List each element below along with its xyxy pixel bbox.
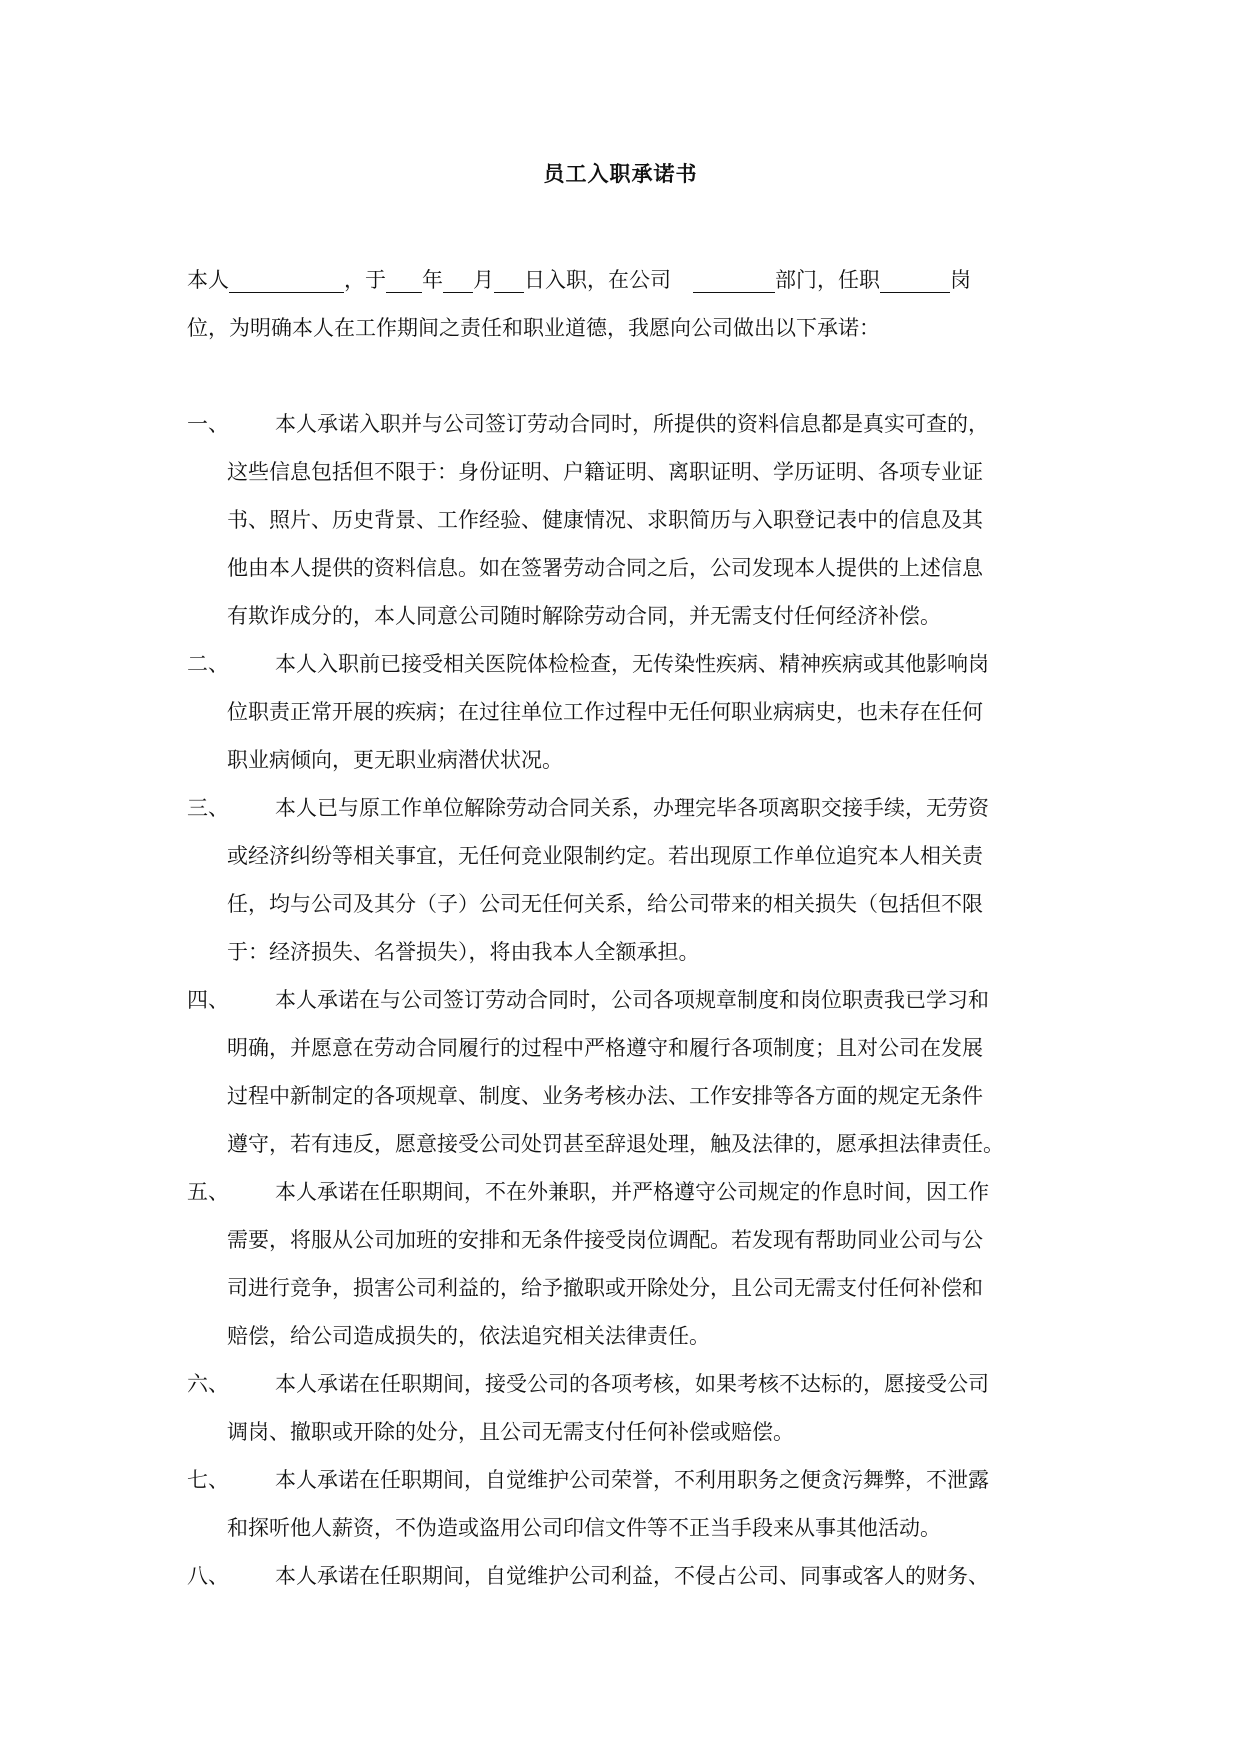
intro-text: 岗	[950, 268, 971, 292]
intro-text: ，于	[344, 268, 386, 292]
item-number: 一、	[187, 412, 229, 436]
intro-text: 年	[422, 268, 443, 292]
item-number: 二、	[187, 652, 229, 676]
item-number: 六、	[187, 1372, 229, 1396]
item-number: 八、	[187, 1564, 229, 1588]
item-text-line: 本人入职前已接受相关医院体检检查，无传染性疾病、精神疾病或其他影响岗	[275, 652, 989, 676]
item-text-line: 任，均与公司及其分（子）公司无任何关系，给公司带来的相关损失（包括但不限	[227, 892, 983, 916]
intro-text: 本人	[187, 268, 229, 292]
month-blank[interactable]	[443, 268, 473, 293]
item-text-line: 这些信息包括但不限于：身份证明、户籍证明、离职证明、学历证明、各项专业证	[227, 460, 983, 484]
day-blank[interactable]	[494, 268, 524, 293]
commitment-list	[187, 400, 1055, 1600]
item-text-line: 本人承诺入职并与公司签订劳动合同时，所提供的资料信息都是真实可查的，	[275, 412, 989, 436]
item-number: 七、	[187, 1468, 229, 1492]
item-text-line: 于：经济损失、名誉损失），将由我本人全额承担。	[227, 940, 700, 964]
intro-text: 日入职，在公司	[524, 268, 671, 292]
item-text-line: 位职责正常开展的疾病；在过往单位工作过程中无任何职业病病史，也未存在任何	[227, 700, 983, 724]
intro-line-1	[187, 256, 1057, 304]
intro-line-2: 位，为明确本人在工作期间之责任和职业道德，我愿向公司做出以下承诺：	[187, 316, 880, 340]
item-text-line: 本人承诺在任职期间，自觉维护公司荣誉，不利用职务之便贪污舞弊，不泄露	[275, 1468, 989, 1492]
department-blank[interactable]	[693, 268, 775, 293]
intro-paragraph	[187, 256, 1057, 352]
item-text-line: 调岗、撤职或开除的处分，且公司无需支付任何补偿或赔偿。	[227, 1420, 794, 1444]
item-text-line: 过程中新制定的各项规章、制度、业务考核办法、工作安排等各方面的规定无条件	[227, 1084, 983, 1108]
commitment-item	[187, 1360, 1055, 1456]
commitment-item	[187, 784, 1055, 976]
item-text-line: 他由本人提供的资料信息。如在签署劳动合同之后，公司发现本人提供的上述信息	[227, 556, 983, 580]
commitment-item	[187, 1456, 1055, 1552]
item-text-line: 本人承诺在与公司签订劳动合同时，公司各项规章制度和岗位职责我已学习和	[275, 988, 989, 1012]
item-number: 五、	[187, 1180, 229, 1204]
year-blank[interactable]	[386, 268, 422, 293]
item-number: 三、	[187, 796, 229, 820]
item-text-line: 本人承诺在任职期间，不在外兼职，并严格遵守公司规定的作息时间，因工作	[275, 1180, 989, 1204]
item-text-line: 本人已与原工作单位解除劳动合同关系，办理完毕各项离职交接手续，无劳资	[275, 796, 989, 820]
name-blank[interactable]	[229, 268, 344, 293]
item-text-line: 遵守，若有违反，愿意接受公司处罚甚至辞退处理，触及法律的，愿承担法律责任。	[227, 1132, 1004, 1156]
commitment-item	[187, 400, 1055, 640]
item-text-line: 司进行竞争，损害公司利益的，给予撤职或开除处分，且公司无需支付任何补偿和	[227, 1276, 983, 1300]
intro-text: 部门，任职	[775, 268, 880, 292]
item-text-line: 本人承诺在任职期间，接受公司的各项考核，如果考核不达标的，愿接受公司	[275, 1372, 989, 1396]
item-text-line: 职业病倾向，更无职业病潜伏状况。	[227, 748, 563, 772]
commitment-item	[187, 1552, 1055, 1600]
commitment-item	[187, 976, 1055, 1168]
item-text-line: 需要，将服从公司加班的安排和无条件接受岗位调配。若发现有帮助同业公司与公	[227, 1228, 983, 1252]
intro-text: 月	[473, 268, 494, 292]
document-title: 员工入职承诺书	[543, 161, 698, 186]
item-text-line: 明确，并愿意在劳动合同履行的过程中严格遵守和履行各项制度；且对公司在发展	[227, 1036, 983, 1060]
item-number: 四、	[187, 988, 229, 1012]
position-blank[interactable]	[880, 268, 950, 293]
item-text-line: 有欺诈成分的，本人同意公司随时解除劳动合同，并无需支付任何经济补偿。	[227, 604, 941, 628]
item-text-line: 或经济纠纷等相关事宜，无任何竞业限制约定。若出现原工作单位追究本人相关责	[227, 844, 983, 868]
commitment-item	[187, 640, 1055, 784]
commitment-item	[187, 1168, 1055, 1360]
item-text-line: 书、照片、历史背景、工作经验、健康情况、求职简历与入职登记表中的信息及其	[227, 508, 983, 532]
item-text-line: 赔偿，给公司造成损失的，依法追究相关法律责任。	[227, 1324, 710, 1348]
item-text-line: 本人承诺在任职期间，自觉维护公司利益，不侵占公司、同事或客人的财务、	[275, 1564, 989, 1588]
item-text-line: 和探听他人薪资，不伪造或盗用公司印信文件等不正当手段来从事其他活动。	[227, 1516, 941, 1540]
